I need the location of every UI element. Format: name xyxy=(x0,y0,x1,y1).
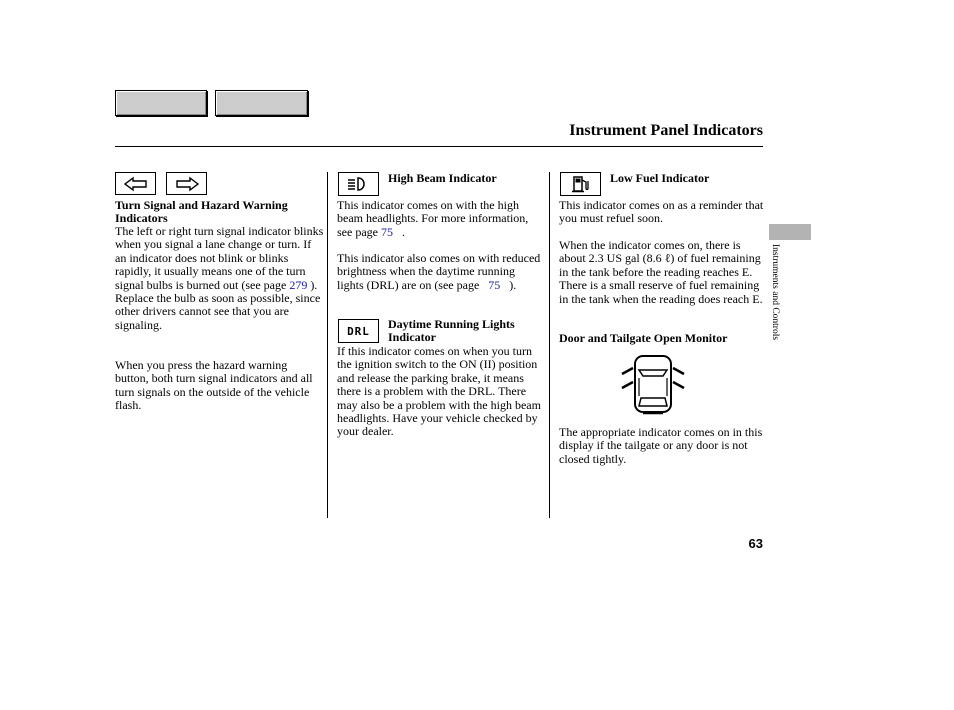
drl-icon-label: DRL xyxy=(347,324,370,338)
drl-paragraph: If this indicator comes on when you turn the ignition switch to the ON (II) position and release the parking brake, it means there is a problem with the DRL. There may also be a problem with the high beam headlights. Have your vehicle checked by your dealer. xyxy=(337,344,541,439)
turn-signal-paragraph-2: When you press the hazard warning button, both turn signal indicators and all turn signals on the outside of the vehicle flash. xyxy=(115,358,313,413)
left-turn-arrow-icon xyxy=(115,172,156,195)
section-tab[interactable] xyxy=(769,224,811,240)
fuel-pump-icon xyxy=(560,172,601,196)
door-monitor-paragraph: The appropriate indicator comes on in this display if the tailgate or any door is not closed tightly. xyxy=(559,425,763,466)
page-link-75[interactable]: 75 xyxy=(380,224,393,239)
turn-signal-heading: Turn Signal and Hazard Warning Indicators xyxy=(115,198,288,226)
high-beam-icon xyxy=(338,172,379,196)
page-link-75[interactable]: 75 xyxy=(488,277,501,292)
page-link-279[interactable]: 279 xyxy=(289,277,308,292)
turn-signal-paragraph-1: The left or right turn signal indicator blinks when you signal a lane change or turn. If an indicator does not blink or blinks rapidly, it usually means one of the turn signal bulbs is burned out (see page 279 ). Replace the bulb as soon as possible, since other drivers cannot see that you are signaling. xyxy=(115,224,324,332)
drl-heading: Daytime Running Lights Indicator xyxy=(388,317,515,345)
low-fuel-paragraph-2: When the indicator comes on, there is about 2.3 US gal (8.6 ℓ) of fuel remaining in the tank before the reading reaches E. There is a small reserve of fuel remaining in the tank when the reading does reach E. xyxy=(559,238,763,306)
column-divider xyxy=(549,172,550,518)
title-divider xyxy=(115,146,763,147)
low-fuel-paragraph-1: This indicator comes on as a reminder that you must refuel soon. xyxy=(559,198,764,226)
section-label: Instruments and Controls xyxy=(770,244,780,341)
nav-button-next[interactable] xyxy=(215,90,308,116)
high-beam-paragraph-2: This indicator also comes on with reduced brightness when the daytime running lights (DRL) are on (see page 75 ). xyxy=(337,251,541,292)
nav-button-previous[interactable] xyxy=(115,90,207,116)
low-fuel-heading: Low Fuel Indicator xyxy=(610,171,710,185)
column-divider xyxy=(327,172,328,518)
page-title: Instrument Panel Indicators xyxy=(569,122,763,139)
right-turn-arrow-icon xyxy=(166,172,207,195)
high-beam-paragraph-1: This indicator comes on with the high beam headlights. For more information, see page 75 . xyxy=(337,198,529,239)
page-number: 63 xyxy=(748,536,763,551)
drl-icon xyxy=(338,319,379,343)
car-doors-open-icon xyxy=(619,354,687,416)
door-monitor-heading: Door and Tailgate Open Monitor xyxy=(559,331,728,345)
high-beam-heading: High Beam Indicator xyxy=(388,171,497,185)
